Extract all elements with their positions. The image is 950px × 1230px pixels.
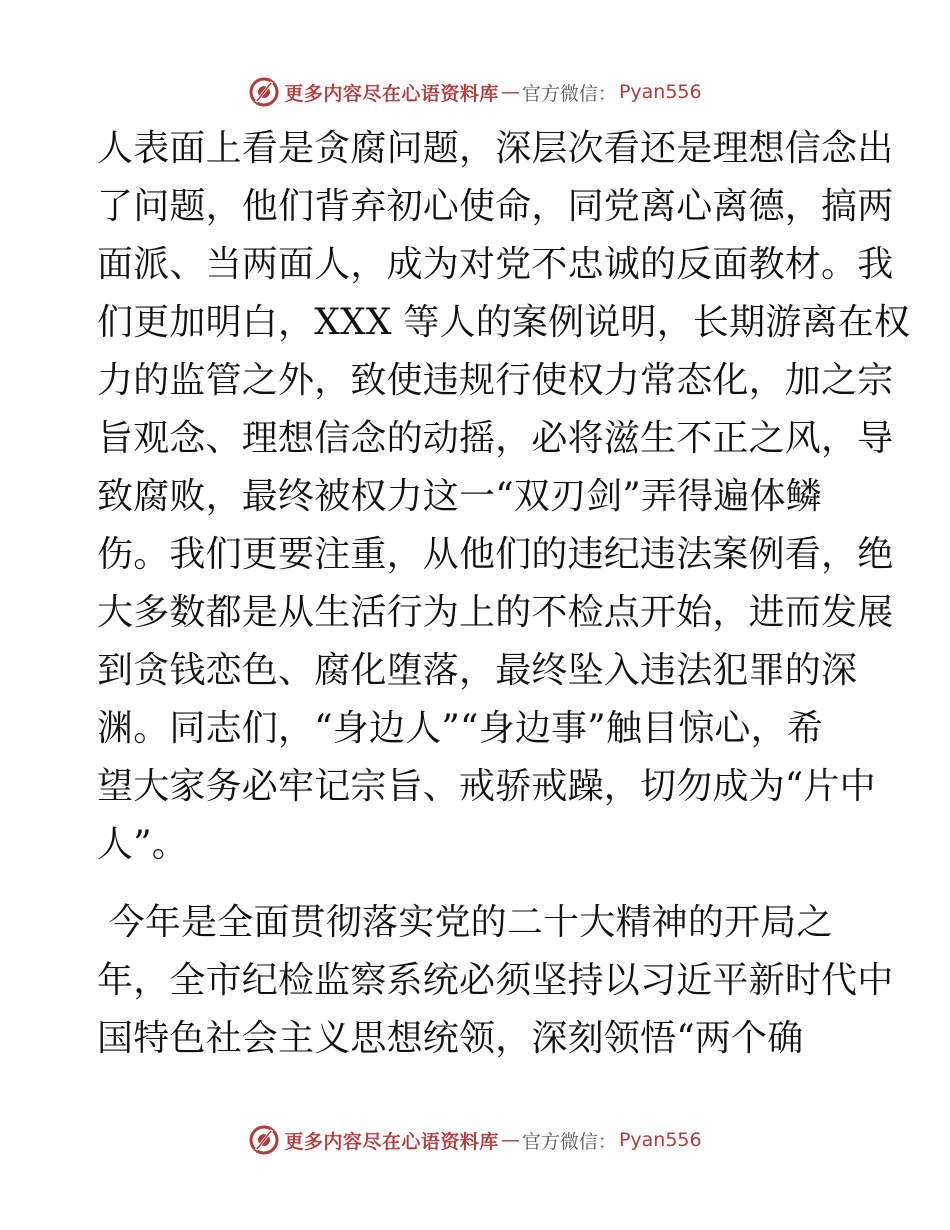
text-line: 年，全市纪检监察系统必须坚持以习近平新时代中 — [97, 960, 894, 1001]
brand-wechat-id: Pyan556 — [618, 81, 702, 103]
text-line: 人表面上看是贪腐问题，深层次看还是理想信念出 — [97, 128, 894, 169]
text-line: 人”。 — [97, 824, 189, 865]
paragraph-2 — [97, 894, 894, 1068]
brand-wechat-id: Pyan556 — [618, 1129, 702, 1151]
brand-logo-icon — [248, 1124, 280, 1156]
text-line: 国特色社会主义思想统领，深刻领悟“两个确 — [97, 1018, 804, 1059]
text-line: 力的监管之外，致使违规行使权力常态化，加之宗 — [97, 360, 894, 401]
brand-logo-icon — [248, 76, 280, 108]
text-line: 渊。同志们，“身边人”“身边事”触目惊心，希 — [97, 708, 824, 749]
brand-name: 更多内容尽在心语资料库 — [284, 1130, 499, 1153]
text-line: 致腐败，最终被权力这一“双刃剑”弄得遍体鳞 — [97, 476, 823, 517]
text-line: 今年是全面贯彻落实党的二十大精神的开局之 — [97, 902, 833, 943]
text-line: 望大家务必牢记宗旨、戒骄戒躁，切勿成为“片中 — [97, 766, 876, 807]
brand-dash: — — [500, 81, 520, 103]
text-line: 伤。我们更要注重，从他们的违纪违法案例看，绝 — [97, 534, 894, 575]
footer-watermark — [0, 1120, 950, 1160]
brand-dash: — — [500, 1129, 520, 1151]
document-body — [97, 120, 911, 1068]
brand-official-label: 官方微信： — [521, 82, 617, 105]
text-line: 面派、当两面人，成为对党不忠诚的反面教材。我 — [97, 244, 894, 285]
text-line: 旨观念、理想信念的动摇，必将滋生不正之风，导 — [97, 418, 894, 459]
text-line: 了问题，他们背弃初心使命，同党离心离德，搞两 — [97, 186, 894, 227]
paragraph-1 — [97, 120, 911, 874]
header-watermark — [0, 72, 950, 112]
brand-official-label: 官方微信： — [521, 1130, 617, 1153]
text-line: 到贪钱恋色、腐化堕落，最终坠入违法犯罪的深 — [97, 650, 858, 691]
brand-name: 更多内容尽在心语资料库 — [284, 82, 499, 105]
text-line: 们更加明白，XXX 等人的案例说明，长期游离在权 — [97, 302, 911, 343]
text-line: 大多数都是从生活行为上的不检点开始，进而发展 — [97, 592, 894, 633]
